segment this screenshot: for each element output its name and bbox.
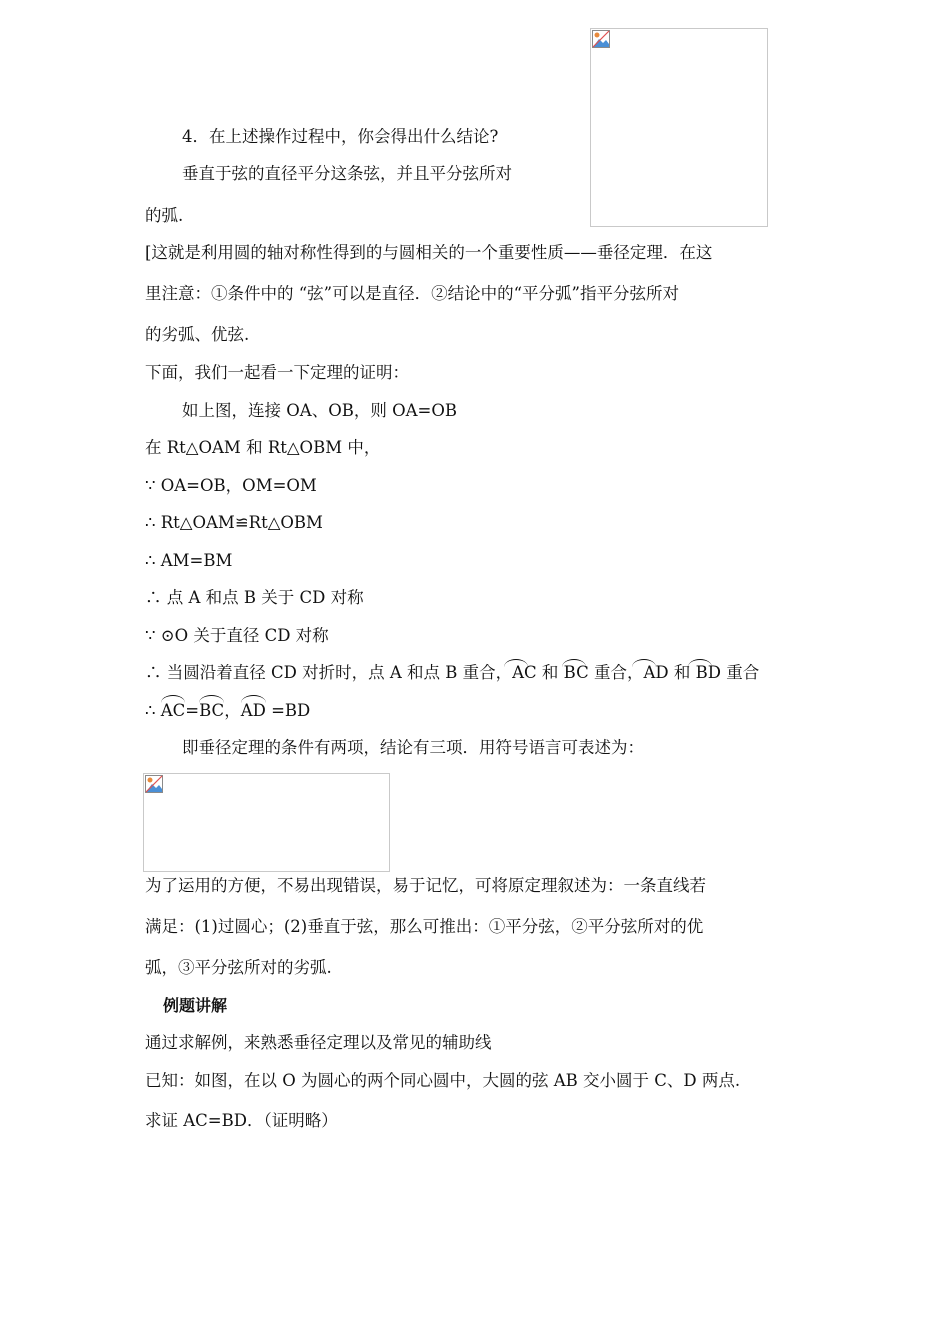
text-segment: =BD [265, 701, 311, 720]
arc-label: AD [643, 663, 669, 682]
arc-label: AC [512, 663, 537, 682]
broken-image-icon [592, 30, 610, 48]
text-line: 为了运用的方便，不易出现错误，易于记忆，可将原定理叙述为：一条直线若 [145, 876, 706, 895]
text-line: ∵ ⊙O 关于直径 CD 对称 [145, 626, 329, 645]
text-line: 4．在上述操作过程中，你会得出什么结论? [182, 127, 499, 146]
text-line: 如上图，连接 OA、OB，则 OA=OB [182, 401, 458, 420]
text-segment: = [185, 701, 200, 720]
arc-mark [504, 659, 528, 667]
text-segment: 和 [536, 663, 564, 682]
text-line: 垂直于弦的直径平分这条弦，并且平分弦所对 [182, 164, 512, 183]
arc-mark [632, 659, 656, 667]
text-line-with-arcs [145, 662, 759, 684]
text-line: 弧，③平分弦所对的劣弧. [145, 958, 332, 977]
text-line: ∴ 点 A 和点 B 关于 CD 对称 [145, 588, 364, 607]
section-heading: 例题讲解 [163, 996, 228, 1015]
arc-label: AC [160, 701, 186, 720]
figure-image-top [590, 28, 768, 227]
arc-mark [562, 659, 586, 667]
text-line: 的劣弧、优弦. [145, 325, 250, 344]
arc-label: BC [563, 663, 589, 682]
formula-image [143, 773, 390, 872]
text-line-with-arcs [145, 700, 310, 722]
arc-label: AD [240, 701, 266, 720]
broken-image-icon [145, 775, 163, 793]
text-segment: ∴ 当圆沿着直径 CD 对折时，点 A 和点 B 重合， [145, 663, 513, 682]
text-line: 里注意：①条件中的 “弦”可以是直径．②结论中的“平分弧”指平分弦所对 [145, 284, 679, 303]
text-line: 满足：(1)过圆心；(2)垂直于弦，那么可推出：①平分弦，②平分弦所对的优 [145, 917, 704, 936]
arc-mark [688, 659, 712, 667]
text-line: 通过求解例，来熟悉垂径定理以及常见的辅助线 [145, 1033, 492, 1052]
text-line: 下面，我们一起看一下定理的证明： [145, 363, 409, 382]
text-line: ∵ OA=OB，OM=OM [145, 476, 317, 495]
text-line: 求证 AC=BD．（证明略） [145, 1111, 338, 1130]
text-line: [这就是利用圆的轴对称性得到的与圆相关的一个重要性质——垂径定理．在这 [145, 243, 713, 262]
text-segment: 和 BD 重合 [668, 663, 760, 682]
text-line: 的弧. [145, 206, 184, 225]
arc-label: BC [199, 701, 225, 720]
text-segment: ∴ [145, 701, 161, 720]
text-line: 在 Rt△OAM 和 Rt△OBM 中， [145, 438, 381, 457]
text-segment: 重合， [588, 663, 644, 682]
text-line: 已知：如图，在以 O 为圆心的两个同心圆中，大圆的弦 AB 交小圆于 C、D 两点. [145, 1071, 741, 1090]
text-segment: ， [224, 701, 241, 720]
text-line: ∴ Rt△OAM≌Rt△OBM [145, 513, 323, 532]
text-line: ∴ AM=BM [145, 551, 233, 570]
text-line: 即垂径定理的条件有两项，结论有三项．用符号语言可表述为： [182, 738, 644, 757]
